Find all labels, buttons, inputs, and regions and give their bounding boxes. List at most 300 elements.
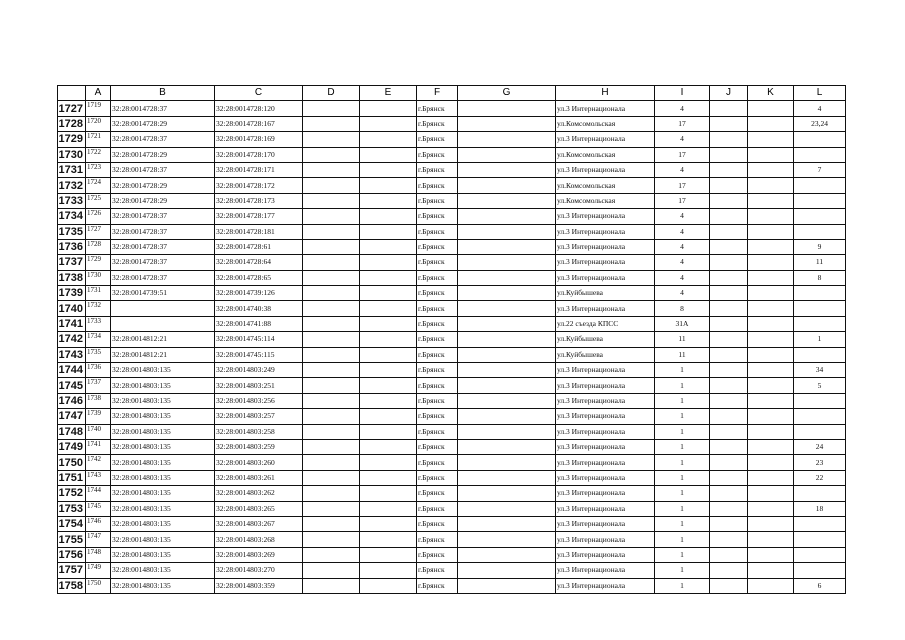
cell-j[interactable] bbox=[710, 486, 748, 501]
column-header-i[interactable]: I bbox=[655, 86, 710, 101]
cell-g[interactable] bbox=[458, 363, 556, 378]
cell-b[interactable]: 32:28:0014728:37 bbox=[111, 224, 215, 239]
cell-g[interactable] bbox=[458, 547, 556, 562]
cell-l[interactable] bbox=[794, 224, 846, 239]
cell-l[interactable]: 34 bbox=[794, 363, 846, 378]
cell-a[interactable]: 1733 bbox=[86, 316, 111, 331]
cell-c[interactable]: 32:28:0014728:172 bbox=[215, 178, 303, 193]
cell-d[interactable] bbox=[303, 455, 360, 470]
cell-e[interactable] bbox=[360, 286, 417, 301]
cell-k[interactable] bbox=[748, 578, 794, 593]
cell-h[interactable]: ул.Куйбышева bbox=[556, 286, 655, 301]
cell-l[interactable] bbox=[794, 286, 846, 301]
cell-i[interactable]: 4 bbox=[655, 224, 710, 239]
cell-f[interactable]: г.Брянск bbox=[417, 547, 458, 562]
cell-c[interactable]: 32:28:0014803:251 bbox=[215, 378, 303, 393]
cell-k[interactable] bbox=[748, 332, 794, 347]
cell-b[interactable]: 32:28:0014803:135 bbox=[111, 470, 215, 485]
row-number-cell[interactable]: 1734 bbox=[58, 209, 86, 224]
cell-i[interactable]: 1 bbox=[655, 486, 710, 501]
cell-h[interactable]: ул.3 Интернационала bbox=[556, 363, 655, 378]
row-number-cell[interactable]: 1756 bbox=[58, 547, 86, 562]
cell-l[interactable] bbox=[794, 301, 846, 316]
cell-g[interactable] bbox=[458, 316, 556, 331]
cell-j[interactable] bbox=[710, 178, 748, 193]
cell-d[interactable] bbox=[303, 439, 360, 454]
cell-e[interactable] bbox=[360, 101, 417, 116]
cell-d[interactable] bbox=[303, 255, 360, 270]
cell-h[interactable]: ул.3 Интернационала bbox=[556, 132, 655, 147]
cell-b[interactable]: 32:28:0014728:29 bbox=[111, 147, 215, 162]
cell-d[interactable] bbox=[303, 501, 360, 516]
cell-l[interactable] bbox=[794, 532, 846, 547]
cell-h[interactable]: ул.3 Интернационала bbox=[556, 578, 655, 593]
cell-g[interactable] bbox=[458, 101, 556, 116]
cell-a[interactable]: 1749 bbox=[86, 563, 111, 578]
column-header-g[interactable]: G bbox=[458, 86, 556, 101]
cell-k[interactable] bbox=[748, 547, 794, 562]
cell-i[interactable]: 1 bbox=[655, 547, 710, 562]
cell-d[interactable] bbox=[303, 332, 360, 347]
cell-c[interactable]: 32:28:0014728:167 bbox=[215, 116, 303, 131]
cell-l[interactable] bbox=[794, 409, 846, 424]
cell-l[interactable] bbox=[794, 193, 846, 208]
cell-c[interactable]: 32:28:0014803:262 bbox=[215, 486, 303, 501]
cell-e[interactable] bbox=[360, 332, 417, 347]
cell-g[interactable] bbox=[458, 501, 556, 516]
cell-a[interactable]: 1746 bbox=[86, 516, 111, 531]
cell-c[interactable]: 32:28:0014803:260 bbox=[215, 455, 303, 470]
cell-e[interactable] bbox=[360, 501, 417, 516]
cell-k[interactable] bbox=[748, 147, 794, 162]
column-header-c[interactable]: C bbox=[215, 86, 303, 101]
cell-i[interactable]: 4 bbox=[655, 239, 710, 254]
cell-l[interactable]: 1 bbox=[794, 332, 846, 347]
cell-k[interactable] bbox=[748, 439, 794, 454]
cell-l[interactable]: 8 bbox=[794, 270, 846, 285]
cell-j[interactable] bbox=[710, 147, 748, 162]
cell-f[interactable]: г.Брянск bbox=[417, 409, 458, 424]
cell-j[interactable] bbox=[710, 424, 748, 439]
cell-h[interactable]: ул.3 Интернационала bbox=[556, 409, 655, 424]
cell-e[interactable] bbox=[360, 162, 417, 177]
cell-h[interactable]: ул.3 Интернационала bbox=[556, 439, 655, 454]
cell-g[interactable] bbox=[458, 439, 556, 454]
cell-e[interactable] bbox=[360, 516, 417, 531]
column-header-b[interactable]: B bbox=[111, 86, 215, 101]
cell-f[interactable]: г.Брянск bbox=[417, 516, 458, 531]
cell-d[interactable] bbox=[303, 532, 360, 547]
cell-k[interactable] bbox=[748, 563, 794, 578]
cell-i[interactable]: 1 bbox=[655, 501, 710, 516]
cell-b[interactable]: 32:28:0014803:135 bbox=[111, 439, 215, 454]
cell-c[interactable]: 32:28:0014745:114 bbox=[215, 332, 303, 347]
cell-f[interactable]: г.Брянск bbox=[417, 286, 458, 301]
cell-e[interactable] bbox=[360, 116, 417, 131]
row-number-cell[interactable]: 1745 bbox=[58, 378, 86, 393]
column-header-d[interactable]: D bbox=[303, 86, 360, 101]
cell-e[interactable] bbox=[360, 347, 417, 362]
cell-l[interactable]: 9 bbox=[794, 239, 846, 254]
cell-h[interactable]: ул.3 Интернационала bbox=[556, 393, 655, 408]
cell-k[interactable] bbox=[748, 470, 794, 485]
cell-f[interactable]: г.Брянск bbox=[417, 193, 458, 208]
cell-l[interactable] bbox=[794, 547, 846, 562]
cell-h[interactable]: ул.3 Интернационала bbox=[556, 239, 655, 254]
cell-a[interactable]: 1724 bbox=[86, 178, 111, 193]
cell-c[interactable]: 32:28:0014739:126 bbox=[215, 286, 303, 301]
cell-g[interactable] bbox=[458, 162, 556, 177]
cell-a[interactable]: 1742 bbox=[86, 455, 111, 470]
cell-f[interactable]: г.Брянск bbox=[417, 255, 458, 270]
cell-d[interactable] bbox=[303, 132, 360, 147]
row-number-cell[interactable]: 1736 bbox=[58, 239, 86, 254]
cell-h[interactable]: ул.3 Интернационала bbox=[556, 101, 655, 116]
cell-i[interactable]: 11 bbox=[655, 332, 710, 347]
cell-a[interactable]: 1720 bbox=[86, 116, 111, 131]
cell-c[interactable]: 32:28:0014745:115 bbox=[215, 347, 303, 362]
cell-g[interactable] bbox=[458, 286, 556, 301]
cell-f[interactable]: г.Брянск bbox=[417, 347, 458, 362]
cell-d[interactable] bbox=[303, 316, 360, 331]
cell-e[interactable] bbox=[360, 301, 417, 316]
row-number-cell[interactable]: 1743 bbox=[58, 347, 86, 362]
row-number-cell[interactable]: 1749 bbox=[58, 439, 86, 454]
row-number-cell[interactable]: 1753 bbox=[58, 501, 86, 516]
cell-h[interactable]: ул.3 Интернационала bbox=[556, 516, 655, 531]
cell-g[interactable] bbox=[458, 332, 556, 347]
cell-e[interactable] bbox=[360, 316, 417, 331]
cell-i[interactable]: 11 bbox=[655, 347, 710, 362]
cell-k[interactable] bbox=[748, 409, 794, 424]
cell-c[interactable]: 32:28:0014803:265 bbox=[215, 501, 303, 516]
cell-e[interactable] bbox=[360, 547, 417, 562]
cell-j[interactable] bbox=[710, 378, 748, 393]
cell-b[interactable]: 32:28:0014803:135 bbox=[111, 409, 215, 424]
cell-h[interactable]: ул.Куйбышева bbox=[556, 347, 655, 362]
cell-l[interactable] bbox=[794, 178, 846, 193]
row-number-cell[interactable]: 1732 bbox=[58, 178, 86, 193]
cell-c[interactable]: 32:28:0014803:256 bbox=[215, 393, 303, 408]
cell-e[interactable] bbox=[360, 486, 417, 501]
column-header-f[interactable]: F bbox=[417, 86, 458, 101]
cell-l[interactable]: 22 bbox=[794, 470, 846, 485]
cell-h[interactable]: ул.3 Интернационала bbox=[556, 301, 655, 316]
cell-a[interactable]: 1732 bbox=[86, 301, 111, 316]
cell-h[interactable]: ул.3 Интернационала bbox=[556, 563, 655, 578]
cell-d[interactable] bbox=[303, 347, 360, 362]
cell-k[interactable] bbox=[748, 393, 794, 408]
cell-g[interactable] bbox=[458, 209, 556, 224]
cell-l[interactable] bbox=[794, 486, 846, 501]
cell-i[interactable]: 1 bbox=[655, 393, 710, 408]
cell-b[interactable]: 32:28:0014803:135 bbox=[111, 378, 215, 393]
cell-l[interactable] bbox=[794, 516, 846, 531]
row-number-cell[interactable]: 1739 bbox=[58, 286, 86, 301]
cell-h[interactable]: ул.3 Интернационала bbox=[556, 224, 655, 239]
cell-j[interactable] bbox=[710, 132, 748, 147]
cell-b[interactable]: 32:28:0014803:135 bbox=[111, 578, 215, 593]
cell-k[interactable] bbox=[748, 301, 794, 316]
cell-c[interactable]: 32:28:0014803:270 bbox=[215, 563, 303, 578]
cell-e[interactable] bbox=[360, 532, 417, 547]
cell-j[interactable] bbox=[710, 547, 748, 562]
cell-f[interactable]: г.Брянск bbox=[417, 470, 458, 485]
row-number-cell[interactable]: 1750 bbox=[58, 455, 86, 470]
cell-f[interactable]: г.Брянск bbox=[417, 116, 458, 131]
cell-f[interactable]: г.Брянск bbox=[417, 455, 458, 470]
cell-e[interactable] bbox=[360, 378, 417, 393]
cell-c[interactable]: 32:28:0014728:177 bbox=[215, 209, 303, 224]
cell-d[interactable] bbox=[303, 547, 360, 562]
cell-a[interactable]: 1725 bbox=[86, 193, 111, 208]
row-number-cell[interactable]: 1748 bbox=[58, 424, 86, 439]
cell-e[interactable] bbox=[360, 563, 417, 578]
row-number-cell[interactable]: 1740 bbox=[58, 301, 86, 316]
cell-h[interactable]: ул.3 Интернационала bbox=[556, 532, 655, 547]
cell-e[interactable] bbox=[360, 363, 417, 378]
cell-f[interactable]: г.Брянск bbox=[417, 363, 458, 378]
cell-i[interactable]: 4 bbox=[655, 286, 710, 301]
cell-g[interactable] bbox=[458, 532, 556, 547]
cell-g[interactable] bbox=[458, 270, 556, 285]
cell-j[interactable] bbox=[710, 578, 748, 593]
cell-f[interactable]: г.Брянск bbox=[417, 578, 458, 593]
cell-i[interactable]: 1 bbox=[655, 363, 710, 378]
cell-f[interactable]: г.Брянск bbox=[417, 378, 458, 393]
cell-j[interactable] bbox=[710, 116, 748, 131]
cell-e[interactable] bbox=[360, 270, 417, 285]
cell-c[interactable]: 32:28:0014728:64 bbox=[215, 255, 303, 270]
cell-k[interactable] bbox=[748, 532, 794, 547]
cell-i[interactable]: 31А bbox=[655, 316, 710, 331]
cell-i[interactable]: 1 bbox=[655, 455, 710, 470]
cell-i[interactable]: 1 bbox=[655, 409, 710, 424]
cell-f[interactable]: г.Брянск bbox=[417, 132, 458, 147]
cell-l[interactable]: 4 bbox=[794, 101, 846, 116]
cell-l[interactable] bbox=[794, 147, 846, 162]
cell-i[interactable]: 1 bbox=[655, 532, 710, 547]
cell-j[interactable] bbox=[710, 286, 748, 301]
cell-k[interactable] bbox=[748, 486, 794, 501]
cell-l[interactable]: 18 bbox=[794, 501, 846, 516]
cell-f[interactable]: г.Брянск bbox=[417, 224, 458, 239]
cell-j[interactable] bbox=[710, 363, 748, 378]
cell-c[interactable]: 32:28:0014803:268 bbox=[215, 532, 303, 547]
cell-f[interactable]: г.Брянск bbox=[417, 393, 458, 408]
cell-g[interactable] bbox=[458, 563, 556, 578]
cell-b[interactable]: 32:28:0014812:21 bbox=[111, 347, 215, 362]
cell-a[interactable]: 1750 bbox=[86, 578, 111, 593]
cell-c[interactable]: 32:28:0014728:65 bbox=[215, 270, 303, 285]
cell-a[interactable]: 1736 bbox=[86, 363, 111, 378]
cell-f[interactable]: г.Брянск bbox=[417, 563, 458, 578]
cell-g[interactable] bbox=[458, 132, 556, 147]
cell-e[interactable] bbox=[360, 239, 417, 254]
cell-i[interactable]: 17 bbox=[655, 178, 710, 193]
cell-i[interactable]: 1 bbox=[655, 563, 710, 578]
cell-f[interactable]: г.Брянск bbox=[417, 178, 458, 193]
row-number-cell[interactable]: 1752 bbox=[58, 486, 86, 501]
cell-j[interactable] bbox=[710, 255, 748, 270]
cell-j[interactable] bbox=[710, 332, 748, 347]
cell-a[interactable]: 1743 bbox=[86, 470, 111, 485]
cell-l[interactable]: 11 bbox=[794, 255, 846, 270]
cell-d[interactable] bbox=[303, 239, 360, 254]
cell-c[interactable]: 32:28:0014728:181 bbox=[215, 224, 303, 239]
cell-f[interactable]: г.Брянск bbox=[417, 101, 458, 116]
cell-c[interactable]: 32:28:0014803:269 bbox=[215, 547, 303, 562]
column-header-h[interactable]: H bbox=[556, 86, 655, 101]
cell-a[interactable]: 1740 bbox=[86, 424, 111, 439]
row-number-cell[interactable]: 1755 bbox=[58, 532, 86, 547]
cell-g[interactable] bbox=[458, 378, 556, 393]
cell-b[interactable]: 32:28:0014803:135 bbox=[111, 532, 215, 547]
cell-k[interactable] bbox=[748, 270, 794, 285]
cell-f[interactable]: г.Брянск bbox=[417, 162, 458, 177]
row-number-cell[interactable]: 1747 bbox=[58, 409, 86, 424]
row-number-cell[interactable]: 1733 bbox=[58, 193, 86, 208]
cell-k[interactable] bbox=[748, 424, 794, 439]
cell-b[interactable]: 32:28:0014803:135 bbox=[111, 424, 215, 439]
cell-h[interactable]: ул.Комсомольская bbox=[556, 147, 655, 162]
cell-k[interactable] bbox=[748, 178, 794, 193]
cell-d[interactable] bbox=[303, 578, 360, 593]
cell-i[interactable]: 1 bbox=[655, 578, 710, 593]
cell-b[interactable]: 32:28:0014728:37 bbox=[111, 162, 215, 177]
cell-d[interactable] bbox=[303, 178, 360, 193]
cell-b[interactable]: 32:28:0014728:29 bbox=[111, 116, 215, 131]
cell-l[interactable]: 23 bbox=[794, 455, 846, 470]
cell-b[interactable]: 32:28:0014728:37 bbox=[111, 209, 215, 224]
cell-f[interactable]: г.Брянск bbox=[417, 270, 458, 285]
cell-f[interactable]: г.Брянск bbox=[417, 424, 458, 439]
cell-j[interactable] bbox=[710, 270, 748, 285]
cell-k[interactable] bbox=[748, 316, 794, 331]
cell-e[interactable] bbox=[360, 439, 417, 454]
cell-e[interactable] bbox=[360, 224, 417, 239]
cell-a[interactable]: 1730 bbox=[86, 270, 111, 285]
cell-k[interactable] bbox=[748, 455, 794, 470]
column-header-l[interactable]: L bbox=[794, 86, 846, 101]
column-header-k[interactable]: K bbox=[748, 86, 794, 101]
cell-j[interactable] bbox=[710, 347, 748, 362]
cell-h[interactable]: ул.3 Интернационала bbox=[556, 162, 655, 177]
cell-a[interactable]: 1729 bbox=[86, 255, 111, 270]
cell-f[interactable]: г.Брянск bbox=[417, 147, 458, 162]
cell-b[interactable]: 32:28:0014803:135 bbox=[111, 563, 215, 578]
cell-a[interactable]: 1739 bbox=[86, 409, 111, 424]
cell-d[interactable] bbox=[303, 224, 360, 239]
cell-k[interactable] bbox=[748, 255, 794, 270]
cell-a[interactable]: 1735 bbox=[86, 347, 111, 362]
cell-a[interactable]: 1745 bbox=[86, 501, 111, 516]
cell-b[interactable]: 32:28:0014728:37 bbox=[111, 101, 215, 116]
cell-j[interactable] bbox=[710, 393, 748, 408]
cell-b[interactable]: 32:28:0014728:37 bbox=[111, 239, 215, 254]
cell-b[interactable]: 32:28:0014812:21 bbox=[111, 332, 215, 347]
cell-g[interactable] bbox=[458, 255, 556, 270]
cell-g[interactable] bbox=[458, 486, 556, 501]
cell-d[interactable] bbox=[303, 424, 360, 439]
cell-i[interactable]: 4 bbox=[655, 101, 710, 116]
cell-c[interactable]: 32:28:0014728:169 bbox=[215, 132, 303, 147]
row-number-cell[interactable]: 1741 bbox=[58, 316, 86, 331]
cell-d[interactable] bbox=[303, 470, 360, 485]
cell-j[interactable] bbox=[710, 563, 748, 578]
cell-f[interactable]: г.Брянск bbox=[417, 239, 458, 254]
cell-c[interactable]: 32:28:0014741:88 bbox=[215, 316, 303, 331]
cell-g[interactable] bbox=[458, 147, 556, 162]
cell-j[interactable] bbox=[710, 455, 748, 470]
cell-i[interactable]: 4 bbox=[655, 270, 710, 285]
cell-f[interactable]: г.Брянск bbox=[417, 209, 458, 224]
cell-f[interactable]: г.Брянск bbox=[417, 301, 458, 316]
cell-f[interactable]: г.Брянск bbox=[417, 501, 458, 516]
row-number-cell[interactable]: 1754 bbox=[58, 516, 86, 531]
cell-c[interactable]: 32:28:0014803:259 bbox=[215, 439, 303, 454]
cell-h[interactable]: ул.22 съезда КПСС bbox=[556, 316, 655, 331]
cell-i[interactable]: 17 bbox=[655, 193, 710, 208]
cell-h[interactable]: ул.3 Интернационала bbox=[556, 378, 655, 393]
cell-h[interactable]: ул.3 Интернационала bbox=[556, 255, 655, 270]
cell-h[interactable]: ул.3 Интернационала bbox=[556, 270, 655, 285]
cell-j[interactable] bbox=[710, 470, 748, 485]
cell-b[interactable]: 32:28:0014803:135 bbox=[111, 455, 215, 470]
cell-h[interactable]: ул.Комсомольская bbox=[556, 178, 655, 193]
cell-l[interactable] bbox=[794, 563, 846, 578]
cell-b[interactable]: 32:28:0014803:135 bbox=[111, 547, 215, 562]
row-number-cell[interactable]: 1727 bbox=[58, 101, 86, 116]
cell-j[interactable] bbox=[710, 101, 748, 116]
cell-g[interactable] bbox=[458, 178, 556, 193]
cell-e[interactable] bbox=[360, 178, 417, 193]
row-number-cell[interactable]: 1729 bbox=[58, 132, 86, 147]
cell-i[interactable]: 8 bbox=[655, 301, 710, 316]
cell-l[interactable]: 5 bbox=[794, 378, 846, 393]
cell-i[interactable]: 1 bbox=[655, 470, 710, 485]
cell-k[interactable] bbox=[748, 132, 794, 147]
cell-b[interactable]: 32:28:0014728:29 bbox=[111, 178, 215, 193]
cell-a[interactable]: 1734 bbox=[86, 332, 111, 347]
cell-b[interactable]: 32:28:0014728:37 bbox=[111, 255, 215, 270]
cell-c[interactable]: 32:28:0014728:171 bbox=[215, 162, 303, 177]
cell-e[interactable] bbox=[360, 393, 417, 408]
cell-k[interactable] bbox=[748, 516, 794, 531]
row-number-cell[interactable]: 1746 bbox=[58, 393, 86, 408]
cell-c[interactable]: 32:28:0014803:267 bbox=[215, 516, 303, 531]
cell-c[interactable]: 32:28:0014803:257 bbox=[215, 409, 303, 424]
cell-e[interactable] bbox=[360, 255, 417, 270]
cell-b[interactable]: 32:28:0014739:51 bbox=[111, 286, 215, 301]
cell-h[interactable]: ул.3 Интернационала bbox=[556, 455, 655, 470]
cell-i[interactable]: 4 bbox=[655, 255, 710, 270]
cell-l[interactable]: 23,24 bbox=[794, 116, 846, 131]
cell-j[interactable] bbox=[710, 316, 748, 331]
cell-h[interactable]: ул.3 Интернационала bbox=[556, 470, 655, 485]
cell-j[interactable] bbox=[710, 162, 748, 177]
cell-g[interactable] bbox=[458, 424, 556, 439]
cell-c[interactable]: 32:28:0014803:249 bbox=[215, 363, 303, 378]
cell-h[interactable]: ул.3 Интернационала bbox=[556, 501, 655, 516]
cell-f[interactable]: г.Брянск bbox=[417, 332, 458, 347]
cell-g[interactable] bbox=[458, 409, 556, 424]
cell-e[interactable] bbox=[360, 424, 417, 439]
cell-k[interactable] bbox=[748, 224, 794, 239]
cell-c[interactable]: 32:28:0014728:173 bbox=[215, 193, 303, 208]
cell-d[interactable] bbox=[303, 409, 360, 424]
row-number-cell[interactable]: 1728 bbox=[58, 116, 86, 131]
